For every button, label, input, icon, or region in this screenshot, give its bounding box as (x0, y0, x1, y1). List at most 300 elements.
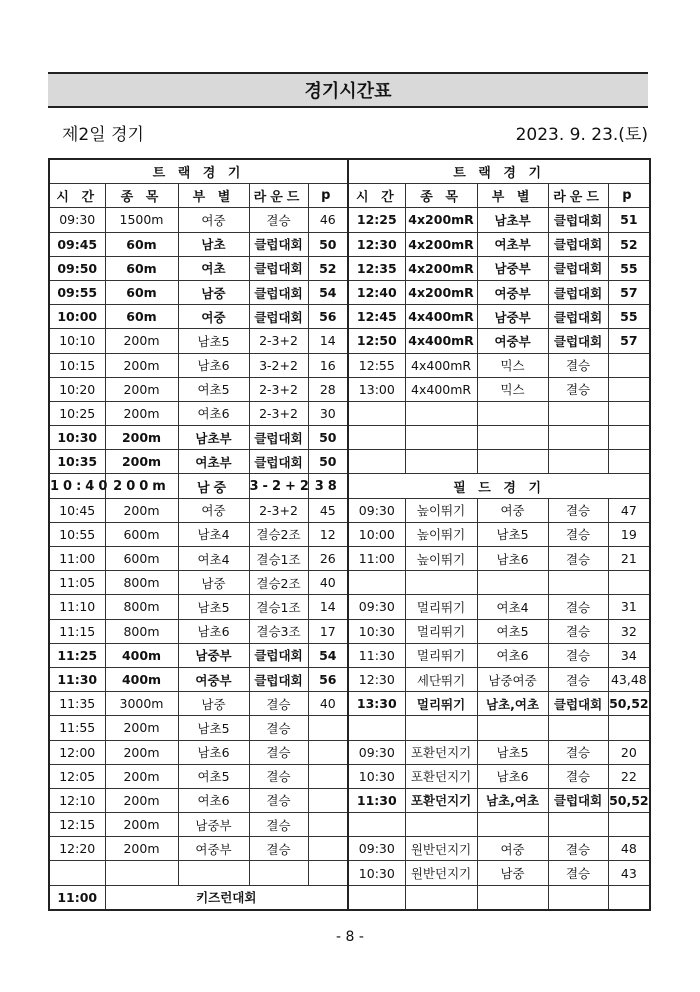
round-cell: 결승 (548, 377, 608, 401)
round-cell: 클럽대회 (548, 256, 608, 280)
division-cell: 남중 (178, 692, 249, 716)
round-cell: 결승1조 (249, 547, 308, 571)
event-cell: 높이뛰기 (405, 547, 477, 571)
time-cell: 13:00 (348, 377, 405, 401)
division-cell: 남초6 (477, 764, 548, 788)
event-cell: 200m (105, 837, 178, 861)
page-cell: 40 (308, 692, 348, 716)
division-cell: 여초부 (178, 450, 249, 474)
table-row (49, 329, 650, 353)
table-row (49, 788, 650, 812)
event-cell: 3000m (105, 692, 178, 716)
time-cell: 13:30 (348, 692, 405, 716)
page-cell: 20 (608, 740, 650, 764)
time-cell: 10:30 (348, 861, 405, 885)
table-row (49, 861, 650, 885)
round-cell: 결승 (548, 764, 608, 788)
round-cell: 결승 (548, 619, 608, 643)
table-row (49, 377, 650, 401)
event-cell: 높이뛰기 (405, 498, 477, 522)
division-cell: 남초5 (178, 595, 249, 619)
page-cell: 16 (308, 353, 348, 377)
event-cell (405, 813, 477, 837)
event-cell: 200m (105, 450, 178, 474)
round-cell (249, 861, 308, 885)
division-cell (477, 716, 548, 740)
event-cell: 4x400mR (405, 305, 477, 329)
page-cell: 52 (308, 256, 348, 280)
section-header-row (49, 159, 650, 184)
time-cell: 10:10 (49, 329, 105, 353)
page-cell: 46 (308, 208, 348, 232)
page-cell (308, 716, 348, 740)
event-cell: 세단뛰기 (405, 667, 477, 691)
division-cell: 남초6 (178, 353, 249, 377)
page-cell: 34 (608, 643, 650, 667)
time-cell (348, 716, 405, 740)
kids-event-cell: 키즈런대회 (105, 885, 348, 910)
division-cell: 여초5 (178, 377, 249, 401)
event-cell: 1500m (105, 208, 178, 232)
page-cell: 56 (308, 305, 348, 329)
time-cell: 10:35 (49, 450, 105, 474)
division-cell: 남중부 (477, 305, 548, 329)
time-cell: 10:40 (49, 474, 105, 498)
event-cell: 200m (105, 813, 178, 837)
column-header: p (608, 184, 650, 208)
event-cell: 4x200mR (405, 208, 477, 232)
division-cell: 여초4 (178, 547, 249, 571)
event-cell: 포환던지기 (405, 788, 477, 812)
table-row (49, 474, 650, 498)
page-cell: 54 (308, 643, 348, 667)
division-cell: 남중 (178, 571, 249, 595)
column-header: 라운드 (548, 184, 608, 208)
page-cell: 43 (608, 861, 650, 885)
page-cell: 54 (308, 280, 348, 304)
page-title: 경기시간표 (48, 72, 648, 108)
round-cell: 결승 (249, 208, 308, 232)
division-cell: 남초,여초 (477, 788, 548, 812)
event-cell: 200m (105, 764, 178, 788)
table-row (49, 401, 650, 425)
division-cell: 남초4 (178, 522, 249, 546)
round-cell: 결승 (548, 498, 608, 522)
page-cell: 55 (608, 305, 650, 329)
table-row (49, 619, 650, 643)
table-row (49, 692, 650, 716)
event-cell: 600m (105, 547, 178, 571)
round-cell: 2-3+2 (249, 377, 308, 401)
event-cell: 원반던지기 (405, 837, 477, 861)
time-cell: 10:55 (49, 522, 105, 546)
division-cell (477, 571, 548, 595)
division-cell (477, 426, 548, 450)
division-cell: 남중 (178, 280, 249, 304)
division-cell: 믹스 (477, 353, 548, 377)
time-cell: 10:45 (49, 498, 105, 522)
round-cell: 결승2조 (249, 571, 308, 595)
page-number: - 8 - (336, 929, 364, 945)
division-cell: 여중부 (477, 280, 548, 304)
column-header-row (49, 184, 650, 208)
round-cell: 클럽대회 (548, 280, 608, 304)
event-cell: 60m (105, 232, 178, 256)
division-cell: 여중 (477, 498, 548, 522)
time-cell: 09:45 (49, 232, 105, 256)
time-cell: 12:05 (49, 764, 105, 788)
event-cell: 200m (105, 401, 178, 425)
division-cell: 남중부 (477, 256, 548, 280)
event-cell: 높이뛰기 (405, 522, 477, 546)
division-cell: 남초5 (477, 522, 548, 546)
page-cell: 57 (608, 329, 650, 353)
round-cell: 클럽대회 (249, 305, 308, 329)
event-cell (405, 885, 477, 910)
time-cell: 12:15 (49, 813, 105, 837)
page-cell: 26 (308, 547, 348, 571)
column-header: p (308, 184, 348, 208)
event-cell: 200m (105, 740, 178, 764)
round-cell: 클럽대회 (249, 450, 308, 474)
time-cell: 11:35 (49, 692, 105, 716)
round-cell: 2-3+2 (249, 329, 308, 353)
table-row (49, 667, 650, 691)
round-cell: 클럽대회 (249, 667, 308, 691)
field-section-title: 필 드 경 기 (348, 474, 650, 498)
page-cell (308, 788, 348, 812)
time-cell: 09:30 (348, 595, 405, 619)
column-header: 부 별 (178, 184, 249, 208)
event-cell: 200m (105, 329, 178, 353)
division-cell (477, 813, 548, 837)
round-cell: 2-3+2 (249, 401, 308, 425)
division-cell: 믹스 (477, 377, 548, 401)
round-cell: 2-3+2 (249, 498, 308, 522)
table-row (49, 450, 650, 474)
table-row (49, 885, 650, 910)
division-cell: 여중부 (477, 329, 548, 353)
division-cell (477, 450, 548, 474)
page-cell: 50 (308, 450, 348, 474)
event-cell (105, 861, 178, 885)
event-cell: 200m (105, 788, 178, 812)
time-cell (348, 426, 405, 450)
time-cell: 12:40 (348, 280, 405, 304)
page-cell: 51 (608, 208, 650, 232)
round-cell: 결승3조 (249, 619, 308, 643)
time-cell: 11:30 (49, 667, 105, 691)
page-cell (608, 450, 650, 474)
time-cell (348, 401, 405, 425)
division-cell: 여중부 (178, 667, 249, 691)
round-cell (548, 426, 608, 450)
table-row (49, 595, 650, 619)
division-cell: 남초부 (178, 426, 249, 450)
table-row (49, 716, 650, 740)
round-cell: 결승 (548, 667, 608, 691)
time-cell: 12:45 (348, 305, 405, 329)
time-cell: 12:00 (49, 740, 105, 764)
column-header: 종 목 (405, 184, 477, 208)
time-cell (348, 813, 405, 837)
round-cell: 결승 (249, 788, 308, 812)
time-cell: 11:30 (348, 788, 405, 812)
division-cell: 여중 (178, 305, 249, 329)
page-cell: 22 (608, 764, 650, 788)
division-cell: 남초부 (477, 208, 548, 232)
event-cell (405, 401, 477, 425)
time-cell (49, 861, 105, 885)
time-cell: 11:10 (49, 595, 105, 619)
event-cell: 멀리뛰기 (405, 595, 477, 619)
event-cell: 400m (105, 643, 178, 667)
event-cell: 4x200mR (405, 232, 477, 256)
division-cell: 여초6 (178, 401, 249, 425)
division-cell: 남중부 (178, 643, 249, 667)
page-cell: 40 (308, 571, 348, 595)
division-cell (477, 401, 548, 425)
division-cell: 남초6 (178, 619, 249, 643)
table-row (49, 232, 650, 256)
page-cell (608, 571, 650, 595)
event-cell: 멀리뛰기 (405, 643, 477, 667)
event-cell (405, 450, 477, 474)
time-cell: 12:35 (348, 256, 405, 280)
time-cell: 09:30 (49, 208, 105, 232)
division-cell: 남초6 (477, 547, 548, 571)
table-row (49, 353, 650, 377)
time-cell: 09:30 (348, 498, 405, 522)
page-cell: 19 (608, 522, 650, 546)
time-cell: 09:50 (49, 256, 105, 280)
event-cell: 60m (105, 280, 178, 304)
time-cell (348, 571, 405, 595)
round-cell: 결승 (548, 353, 608, 377)
time-cell: 12:25 (348, 208, 405, 232)
time-cell: 09:30 (348, 837, 405, 861)
page-cell: 14 (308, 329, 348, 353)
table-row (49, 813, 650, 837)
round-cell: 클럽대회 (548, 305, 608, 329)
round-cell: 3-2+2 (249, 353, 308, 377)
division-cell: 남중 (178, 474, 249, 498)
time-cell: 12:30 (348, 232, 405, 256)
page-cell: 31 (608, 595, 650, 619)
division-cell: 여초5 (178, 764, 249, 788)
page-cell (608, 813, 650, 837)
time-cell: 11:30 (348, 643, 405, 667)
page-cell: 48 (608, 837, 650, 861)
division-cell (477, 885, 548, 910)
event-cell: 800m (105, 619, 178, 643)
division-cell: 여초5 (477, 619, 548, 643)
time-cell: 11:00 (49, 547, 105, 571)
page-cell: 45 (308, 498, 348, 522)
round-cell: 결승 (548, 740, 608, 764)
round-cell: 클럽대회 (548, 329, 608, 353)
page-cell (608, 377, 650, 401)
division-cell: 여초 (178, 256, 249, 280)
time-cell: 11:25 (49, 643, 105, 667)
page-cell: 50,52 (608, 692, 650, 716)
page-cell (608, 426, 650, 450)
time-cell: 10:30 (348, 619, 405, 643)
event-cell: 4x400mR (405, 353, 477, 377)
event-cell (405, 716, 477, 740)
time-cell: 11:00 (348, 547, 405, 571)
division-cell: 여중부 (178, 837, 249, 861)
page-cell (308, 813, 348, 837)
division-cell: 여중 (178, 498, 249, 522)
division-cell: 여중 (178, 208, 249, 232)
round-cell (548, 450, 608, 474)
page-cell (308, 740, 348, 764)
event-cell (405, 426, 477, 450)
time-cell: 09:55 (49, 280, 105, 304)
time-cell: 10:00 (348, 522, 405, 546)
page-cell: 28 (308, 377, 348, 401)
division-cell: 남중부 (178, 813, 249, 837)
round-cell (548, 401, 608, 425)
event-cell: 원반던지기 (405, 861, 477, 885)
page-cell (308, 861, 348, 885)
right-section-title: 트 랙 경 기 (348, 159, 650, 184)
event-cell: 200m (105, 426, 178, 450)
time-cell: 12:55 (348, 353, 405, 377)
page-cell (608, 885, 650, 910)
division-cell: 남초5 (178, 329, 249, 353)
table-row (49, 426, 650, 450)
round-cell: 결승2조 (249, 522, 308, 546)
round-cell: 결승 (548, 547, 608, 571)
round-cell (548, 571, 608, 595)
event-cell: 200m (105, 498, 178, 522)
round-cell: 클럽대회 (249, 280, 308, 304)
division-cell: 여중 (477, 837, 548, 861)
division-cell: 여초6 (178, 788, 249, 812)
round-cell: 결승 (249, 716, 308, 740)
event-cell: 800m (105, 571, 178, 595)
division-cell (178, 861, 249, 885)
division-cell: 남초6 (178, 740, 249, 764)
time-cell: 10:25 (49, 401, 105, 425)
round-cell: 클럽대회 (249, 643, 308, 667)
round-cell: 클럽대회 (548, 232, 608, 256)
round-cell: 결승 (548, 837, 608, 861)
page-cell: 21 (608, 547, 650, 571)
round-cell: 결승 (249, 837, 308, 861)
round-cell: 결승 (249, 740, 308, 764)
column-header: 시 간 (49, 184, 105, 208)
time-cell: 11:05 (49, 571, 105, 595)
page-cell (308, 764, 348, 788)
time-cell: 10:15 (49, 353, 105, 377)
time-cell: 11:55 (49, 716, 105, 740)
table-row (49, 764, 650, 788)
event-cell: 200m (105, 474, 178, 498)
page-cell: 52 (608, 232, 650, 256)
page-cell: 47 (608, 498, 650, 522)
event-cell: 800m (105, 595, 178, 619)
page-cell: 43,48 (608, 667, 650, 691)
page-cell: 17 (308, 619, 348, 643)
page-cell (608, 716, 650, 740)
event-cell: 200m (105, 353, 178, 377)
division-cell: 남중여중 (477, 667, 548, 691)
page-cell: 56 (308, 667, 348, 691)
table-row (49, 837, 650, 861)
round-cell: 클럽대회 (548, 788, 608, 812)
event-cell: 60m (105, 305, 178, 329)
round-cell: 결승 (548, 643, 608, 667)
left-section-title: 트 랙 경 기 (49, 159, 348, 184)
division-cell: 여초4 (477, 595, 548, 619)
time-cell: 10:30 (348, 764, 405, 788)
round-cell: 결승 (249, 813, 308, 837)
column-header: 부 별 (477, 184, 548, 208)
page-cell (308, 837, 348, 861)
event-cell: 포환던지기 (405, 740, 477, 764)
time-cell (348, 450, 405, 474)
table-row (49, 256, 650, 280)
column-header: 라운드 (249, 184, 308, 208)
round-cell: 클럽대회 (548, 208, 608, 232)
table-row (49, 522, 650, 546)
round-cell (548, 716, 608, 740)
round-cell: 결승 (548, 522, 608, 546)
division-cell: 남초,여초 (477, 692, 548, 716)
time-cell: 12:10 (49, 788, 105, 812)
table-row (49, 740, 650, 764)
table-row (49, 498, 650, 522)
event-cell: 600m (105, 522, 178, 546)
date-label: 2023. 9. 23.(토) (515, 125, 648, 145)
page-cell: 55 (608, 256, 650, 280)
time-cell (348, 885, 405, 910)
division-cell: 남초5 (477, 740, 548, 764)
round-cell: 결승 (249, 764, 308, 788)
event-cell: 멀리뛰기 (405, 692, 477, 716)
division-cell: 남중 (477, 861, 548, 885)
page-cell: 57 (608, 280, 650, 304)
round-cell: 결승 (548, 595, 608, 619)
round-cell: 클럽대회 (249, 426, 308, 450)
time-cell: 10:20 (49, 377, 105, 401)
division-cell: 남초 (178, 232, 249, 256)
table-row (49, 280, 650, 304)
division-cell: 여초부 (477, 232, 548, 256)
time-cell: 11:15 (49, 619, 105, 643)
round-cell: 결승 (249, 692, 308, 716)
page-cell: 50 (308, 426, 348, 450)
round-cell (548, 813, 608, 837)
page-cell (608, 353, 650, 377)
page-cell: 30 (308, 401, 348, 425)
time-cell: 09:30 (348, 740, 405, 764)
page-cell: 12 (308, 522, 348, 546)
time-cell: 12:20 (49, 837, 105, 861)
round-cell: 결승1조 (249, 595, 308, 619)
event-cell: 4x200mR (405, 256, 477, 280)
round-cell: 클럽대회 (249, 256, 308, 280)
table-row (49, 643, 650, 667)
division-cell: 남초5 (178, 716, 249, 740)
round-cell (548, 885, 608, 910)
page-cell: 38 (308, 474, 348, 498)
event-cell: 멀리뛰기 (405, 619, 477, 643)
event-cell (405, 571, 477, 595)
